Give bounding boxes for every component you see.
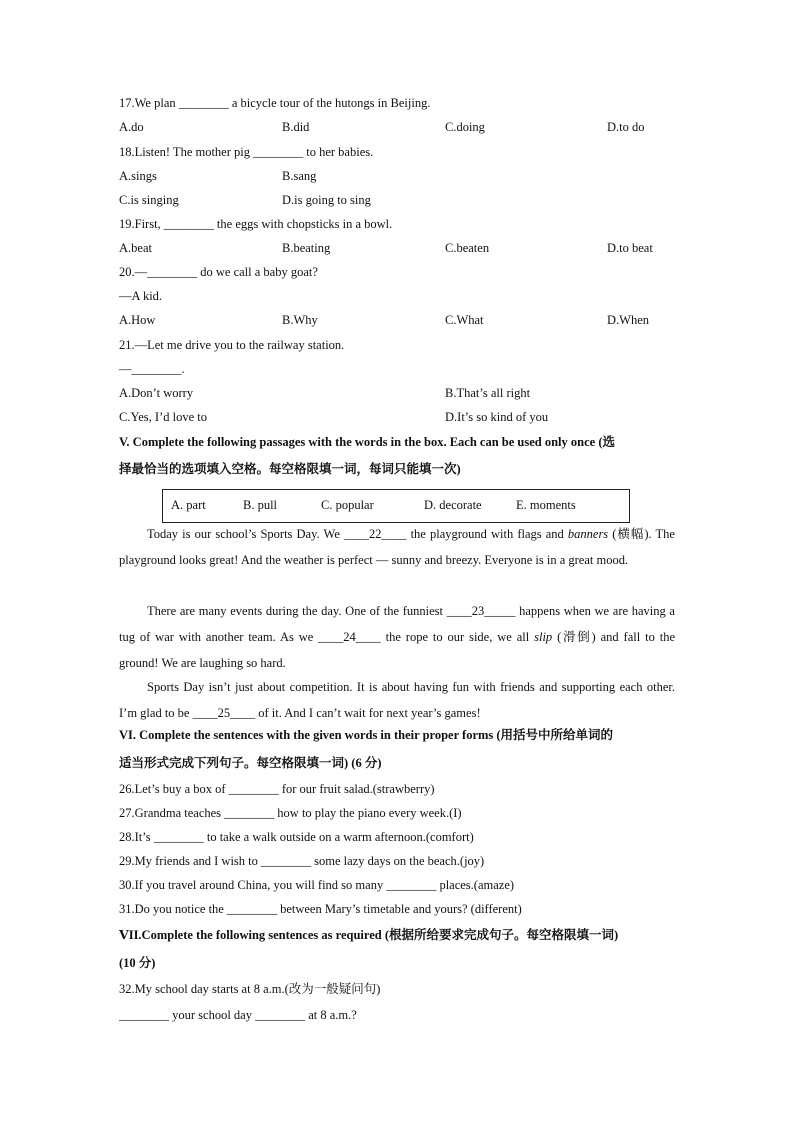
- question-27: 27.Grandma teaches ________ how to play the piano every week.(I): [119, 806, 462, 820]
- q18-option-b: B.sang: [282, 169, 317, 183]
- q19-option-c: C.beaten: [445, 241, 490, 255]
- q20-option-a: A.How: [119, 313, 156, 327]
- question-30: 30.If you travel around China, you will find so many ________ places.(amaze): [119, 878, 515, 892]
- question-28: 28.It’s ________ to take a walk outside on a warm afternoon.(comfort): [119, 830, 474, 844]
- q18-option-c: C.is singing: [119, 193, 179, 207]
- q21-option-a: A.Don’t worry: [119, 386, 194, 400]
- question-17: 17.We plan ________ a bicycle tour of the hutongs in Beijing.: [119, 96, 431, 110]
- section-5-heading-line1: V. Complete the following passages with the words in the box. Each can be used only once (选: [119, 435, 615, 449]
- q18-option-d: D.is going to sing: [282, 193, 371, 207]
- question-19: 19.First, ________ the eggs with chopsticks in a bowl.: [119, 217, 393, 231]
- question-32-answer-line: ________ your school day ________ at 8 a.m.?: [119, 1008, 357, 1022]
- p1-text-b: the playground with flags and: [406, 527, 568, 541]
- q17-option-a: A.do: [119, 120, 144, 134]
- word-box-option-a: A. part: [171, 498, 206, 512]
- p2-text-a: There are many events during the day. One of the funniest: [147, 604, 447, 618]
- question-21-reply: —________.: [119, 362, 185, 376]
- q21-option-b: B.That’s all right: [445, 386, 531, 400]
- question-20-reply: —A kid.: [119, 289, 163, 303]
- q21-option-d: D.It’s so kind of you: [445, 410, 549, 424]
- section-6-heading-line1: VI. Complete the sentences with the given words in their proper forms (用括号中所给单词的: [119, 728, 614, 742]
- p2-slip: slip: [534, 630, 553, 644]
- p2-text-c: the rope to our side, we all: [380, 630, 535, 644]
- blank-23: ____23_____: [446, 604, 516, 618]
- question-32: 32.My school day starts at 8 a.m.(改为一般疑问句): [119, 982, 381, 996]
- question-20: 20.—________ do we call a baby goat?: [119, 265, 318, 279]
- q17-option-b: B.did: [282, 120, 310, 134]
- blank-25: ____25____: [192, 706, 256, 720]
- word-box-option-c: C. popular: [321, 498, 374, 512]
- passage-paragraph-1: [119, 521, 675, 573]
- passage-paragraph-2: [119, 598, 675, 676]
- q18-option-a: A.sings: [119, 169, 157, 183]
- passage-paragraph-3: [119, 674, 675, 726]
- blank-22: ____22____: [343, 527, 407, 541]
- question-26: 26.Let’s buy a box of ________ for our fruit salad.(strawberry): [119, 782, 435, 796]
- question-29: 29.My friends and I wish to ________ some lazy days on the beach.(joy): [119, 854, 485, 868]
- p1-text-a: Today is our school’s Sports Day. We: [147, 527, 344, 541]
- q20-option-c: C.What: [445, 313, 484, 327]
- section-6-heading-line2: 适当形式完成下列句子。每空格限填一词) (6 分): [119, 756, 382, 770]
- question-21: 21.—Let me drive you to the railway station.: [119, 338, 345, 352]
- section-5-heading-line2: 择最恰当的选项填入空格。每空格限填一词，每词只能填一次): [119, 462, 461, 476]
- p1-banners: banners: [567, 527, 609, 541]
- q19-option-a: A.beat: [119, 241, 152, 255]
- word-box: [162, 489, 630, 523]
- q19-option-d: D.to beat: [607, 241, 653, 255]
- word-box-option-b: B. pull: [243, 498, 278, 512]
- p3-text-a: Sports Day isn’t just about competition. It is about having fun with friends and supporting each other. I’m glad to be: [119, 680, 675, 720]
- q17-option-c: C.doing: [445, 120, 485, 134]
- section-7-heading-line1: ⅤII.Complete the following sentences as required (根据所给要求完成句子。每空格限填一词): [119, 928, 619, 942]
- question-31: 31.Do you notice the ________ between Mary’s timetable and yours? (different): [119, 902, 522, 916]
- p3-text-b: of it. And I can’t wait for next year’s games!: [255, 706, 481, 720]
- p1-text-c: (横幅). The playground looks great! And the weather is perfect — sunny and breezy. Everyone is in a great mood.: [119, 527, 675, 567]
- q21-option-c: C.Yes, I’d love to: [119, 410, 207, 424]
- section-7-heading-line2: (10 分): [119, 956, 156, 970]
- q19-option-b: B.beating: [282, 241, 331, 255]
- q17-option-d: D.to do: [607, 120, 645, 134]
- p2-text-b: happens when we are having a tug of war with another team. As we: [119, 604, 675, 644]
- blank-24: ____24____: [318, 630, 381, 644]
- word-box-option-e: E. moments: [516, 498, 576, 512]
- p2-text-d: (滑倒) and fall to the ground! We are laughing so hard.: [119, 630, 676, 670]
- q20-option-d: D.When: [607, 313, 649, 327]
- word-box-option-d: D. decorate: [424, 498, 482, 512]
- question-18: 18.Listen! The mother pig ________ to her babies.: [119, 145, 374, 159]
- q20-option-b: B.Why: [282, 313, 318, 327]
